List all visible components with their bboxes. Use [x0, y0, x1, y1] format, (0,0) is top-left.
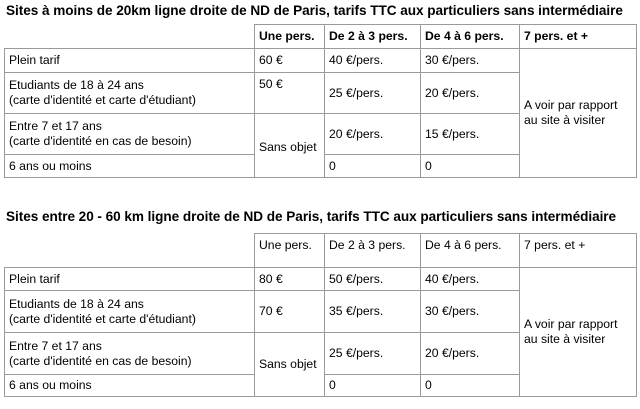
cell-7-plus-a-voir — [520, 49, 637, 178]
header-une-pers: Une pers. — [255, 25, 325, 49]
row-label: Plein tarif — [5, 49, 255, 73]
cell-2-3-pers: 25 €/pers. — [325, 333, 421, 375]
cell-2-3-pers: 0 — [325, 155, 421, 178]
row-label: Plein tarif — [5, 268, 255, 291]
header-une-pers: Une pers. — [255, 234, 325, 268]
a-voir-line-2: au site à visiter — [524, 113, 606, 127]
row-label: 6 ans ou moins — [5, 375, 255, 397]
cell-4-6-pers: 40 €/pers. — [421, 268, 520, 291]
a-voir-line-1: A voir par rapport — [524, 98, 618, 112]
row-label: Etudiants de 18 à 24 ans (carte d'identité et carte d'étudiant) — [5, 73, 255, 114]
header-7-plus-pers: 7 pers. et + — [520, 234, 637, 268]
cell-4-6-pers: 15 €/pers. — [421, 114, 520, 155]
cell-4-6-pers: 0 — [421, 375, 520, 397]
table-row — [5, 268, 637, 291]
cell-4-6-pers: 30 €/pers. — [421, 291, 520, 333]
table-header-row — [5, 25, 637, 49]
cell-4-6-pers: 0 — [421, 155, 520, 178]
cell-4-6-pers: 30 €/pers. — [421, 49, 520, 73]
cell-4-6-pers: 20 €/pers. — [421, 73, 520, 114]
header-4-6-pers: De 4 à 6 pers. — [421, 25, 520, 49]
a-voir-line-2: au site à visiter — [524, 332, 606, 346]
cell-une-pers: 70 € — [255, 291, 325, 333]
header-empty-cell — [5, 234, 255, 268]
header-empty-cell — [5, 25, 255, 49]
cell-sans-objet: Sans objet — [255, 333, 325, 397]
section-1-title: Sites à moins de 20km ligne droite de ND de Paris, tarifs TTC aux particuliers sans intermédiaire — [6, 3, 623, 18]
cell-4-6-pers: 20 €/pers. — [421, 333, 520, 375]
cell-2-3-pers: 0 — [325, 375, 421, 397]
tariff-table-2 — [4, 233, 637, 397]
table-row — [5, 49, 637, 73]
row-label: Entre 7 et 17 ans (carte d'identité en cas de besoin) — [5, 114, 255, 155]
cell-2-3-pers: 50 €/pers. — [325, 268, 421, 291]
cell-une-pers: 60 € — [255, 49, 325, 73]
cell-2-3-pers: 25 €/pers. — [325, 73, 421, 114]
header-7-plus-pers: 7 pers. et + — [520, 25, 637, 49]
header-2-3-pers: De 2 à 3 pers. — [325, 25, 421, 49]
section-2-title: Sites entre 20 - 60 km ligne droite de ND de Paris, tarifs TTC aux particuliers sans intermédiaire — [6, 209, 617, 224]
cell-2-3-pers: 40 €/pers. — [325, 49, 421, 73]
cell-une-pers: 80 € — [255, 268, 325, 291]
cell-2-3-pers: 35 €/pers. — [325, 291, 421, 333]
row-label: Entre 7 et 17 ans (carte d'identité en cas de besoin) — [5, 333, 255, 375]
cell-2-3-pers: 20 €/pers. — [325, 114, 421, 155]
header-4-6-pers: De 4 à 6 pers. — [421, 234, 520, 268]
header-2-3-pers: De 2 à 3 pers. — [325, 234, 421, 268]
row-label: Etudiants de 18 à 24 ans (carte d'identité et carte d'étudiant) — [5, 291, 255, 333]
tariff-table-1 — [4, 24, 637, 178]
row-label: 6 ans ou moins — [5, 155, 255, 178]
cell-une-pers: 50 € — [255, 73, 325, 114]
a-voir-line-1: A voir par rapport — [524, 317, 618, 331]
cell-7-plus-a-voir — [520, 268, 637, 397]
table-header-row — [5, 234, 637, 268]
cell-sans-objet: Sans objet — [255, 114, 325, 178]
